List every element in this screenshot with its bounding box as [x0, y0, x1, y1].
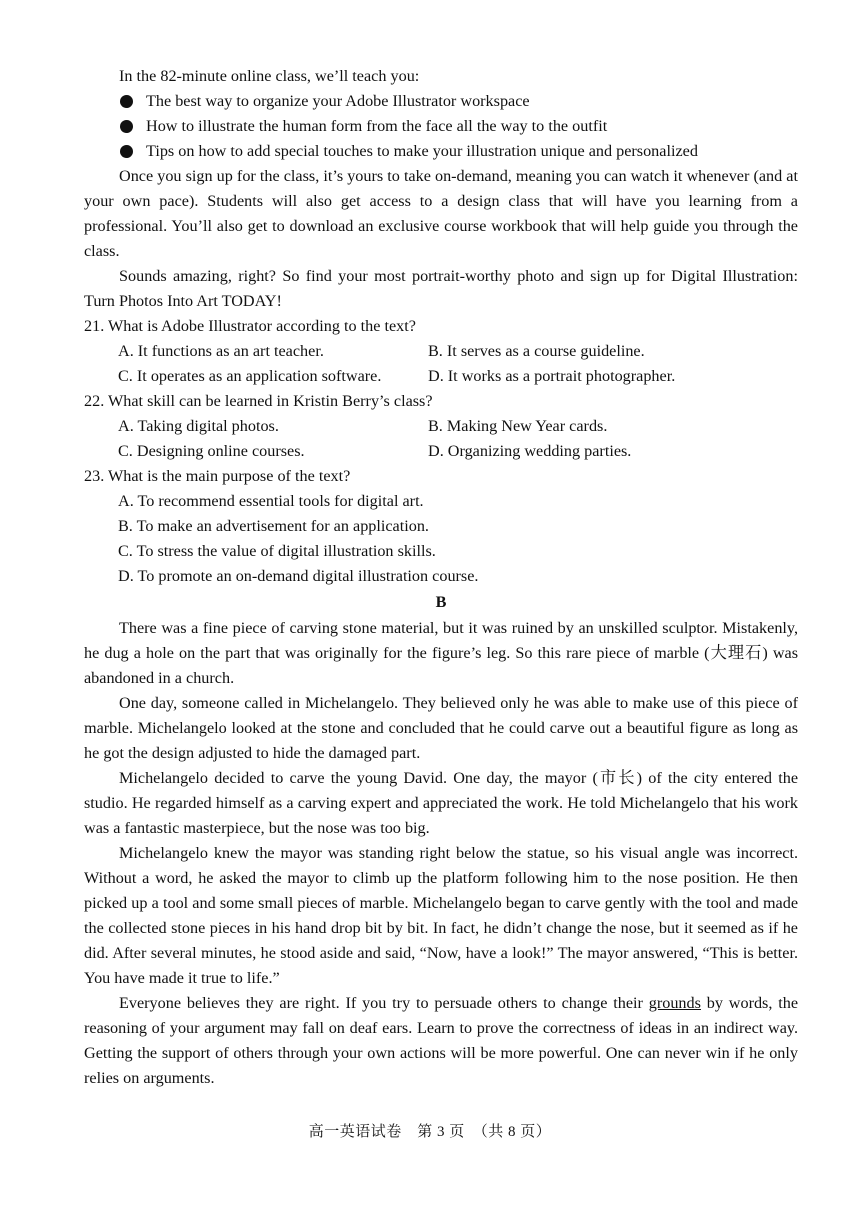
option-c: C. Designing online courses. [118, 442, 305, 460]
option-a: A. Taking digital photos. [118, 417, 279, 435]
question-stem: 21. What is Adobe Illustrator according to the text? [84, 317, 416, 335]
bullet-text: The best way to organize your Adobe Illustrator workspace [146, 92, 530, 110]
option-b: B. To make an advertisement for an application. [118, 517, 429, 535]
option-d: D. It works as a portrait photographer. [428, 367, 676, 385]
question-options [84, 339, 798, 389]
bullet-dot-icon [120, 145, 133, 158]
option-a: A. It functions as an art teacher. [118, 342, 324, 360]
underlined-word-grounds: grounds [648, 994, 701, 1012]
question-stem: 22. What skill can be learned in Kristin Berry’s class? [84, 392, 433, 410]
option-c: C. To stress the value of digital illustration skills. [118, 542, 436, 560]
passage-a-paragraph: Once you sign up for the class, it’s yours to take on-demand, meaning you can watch it whenever (and at your own pace). Students will also get access to a design class that will have you learning from a professional. You’ll also get to download an exclusive course workbook that will help guide you through the class. [84, 167, 798, 260]
question-options [84, 489, 798, 589]
bullet-text: How to illustrate the human form from the face all the way to the outfit [146, 117, 608, 135]
question-21 [84, 314, 798, 389]
bullet-item [120, 114, 798, 139]
page-content [84, 64, 798, 1091]
option-b: B. Making New Year cards. [428, 417, 608, 435]
question-stem: 23. What is the main purpose of the text? [84, 467, 351, 485]
question-options [84, 414, 798, 464]
paragraph-text-after: by words, the reasoning of your argument may fall on deaf ears. Learn to prove the correctness of ideas in an indirect way. Getting the support of others through your own actions will be more powerful. One can never win if he only relies on arguments. [84, 994, 799, 1087]
option-d: D. Organizing wedding parties. [428, 442, 632, 460]
section-heading-b: B [435, 593, 447, 611]
passage-b-paragraph: There was a fine piece of carving stone material, but it was ruined by an unskilled sculptor. Mistakenly, he dug a hole on the part that was originally for the figure’s leg. So this rare piece of marble (大理石) was abandoned in a church. [84, 619, 798, 687]
bullet-item [120, 139, 798, 164]
passage-a-paragraph: Sounds amazing, right? So find your most portrait-worthy photo and sign up for Digital Illustration: Turn Photos Into Art TODAY! [84, 267, 798, 310]
passage-b-paragraph: One day, someone called in Michelangelo. They believed only he was able to make use of this piece of marble. Michelangelo looked at the stone and concluded that he could carve out a beautiful figure as long as he got the design adjusted to hide the damaged part. [84, 694, 798, 762]
option-a: A. To recommend essential tools for digital art. [118, 492, 424, 510]
passage-a-bullet-list [84, 89, 798, 164]
option-c: C. It operates as an application software. [118, 367, 382, 385]
passage-b-paragraph: Michelangelo knew the mayor was standing right below the statue, so his visual angle was incorrect. Without a word, he asked the mayor to climb up the platform following him to the nose position. He then picked up a tool and some small pieces of marble. Michelangelo began to carve gently with the tool and made the collected stone pieces in his hand drop bit by bit. In fact, he didn’t change the nose, but it seemed as if he did. After several minutes, he stood aside and said, “Now, have a look!” The mayor answered, “This is better. You have made it true to life.” [84, 844, 798, 987]
paragraph-text-before: Everyone believes they are right. If you try to persuade others to change their [119, 994, 649, 1012]
passage-b-paragraph: Michelangelo decided to carve the young David. One day, the mayor (市长) of the city entered the studio. He regarded himself as a carving expert and appreciated the work. He told Michelangelo that his work was a fantastic masterpiece, but the nose was too big. [84, 769, 798, 837]
question-23 [84, 464, 798, 589]
bullet-item [120, 89, 798, 114]
passage-b-last-paragraph [84, 991, 798, 1091]
passage-a-intro: In the 82-minute online class, we’ll teach you: [119, 67, 420, 85]
page-footer: 高一英语试卷 第 3 页 （共 8 页） [308, 1124, 552, 1140]
bullet-dot-icon [120, 120, 133, 133]
option-b: B. It serves as a course guideline. [428, 342, 645, 360]
question-22 [84, 389, 798, 464]
option-d: D. To promote an on-demand digital illustration course. [118, 567, 479, 585]
bullet-text: Tips on how to add special touches to make your illustration unique and personalized [146, 142, 698, 160]
bullet-dot-icon [120, 95, 133, 108]
